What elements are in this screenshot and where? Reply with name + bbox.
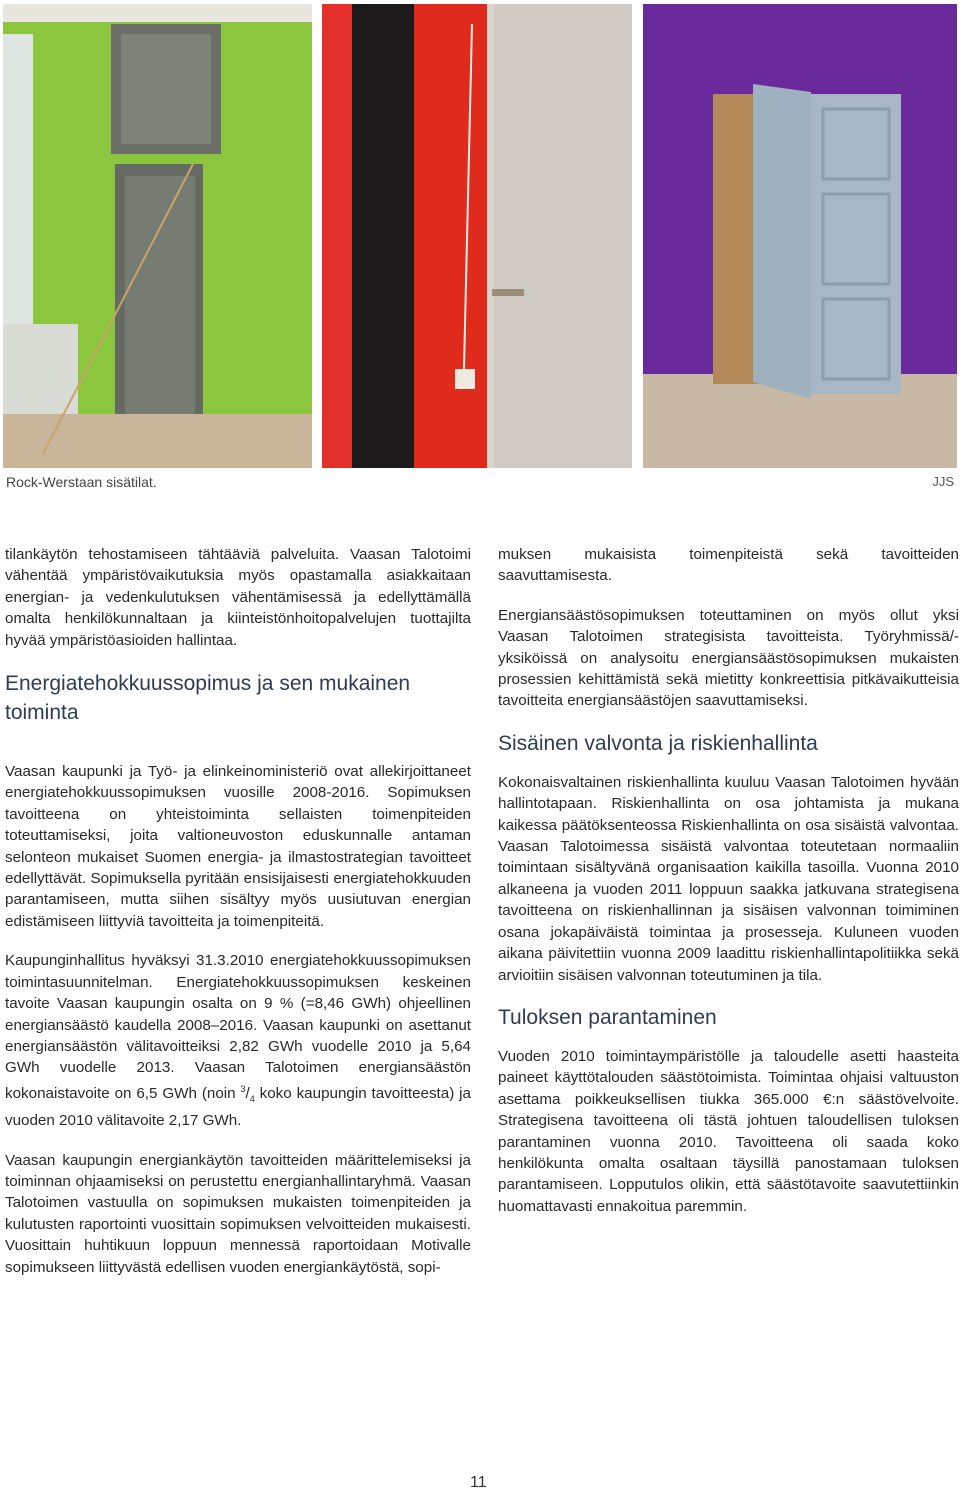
paragraph: Vaasan kaupunki ja Työ- ja elinkeinoministeriö ovat allekirjoittaneet energiatehokkuussopimuksen vuosille 2008-2016. Sopimuksen tavoitteena on yhteistoiminta sellaisten toimenpiteiden toteuttamiseksi, joita valtioneuvoston eduskunnalle antaman selonteon mukaiset Suomen energia- ja ilmastostrategian tavoitteet edellyttävät. Sopimuksella pyritään ensisijaisesti energiatehokkuuden parantamiseen, mutta siihen sisältyy myös uusiutuvan energian edistämiseen liittyviä tavoitteita ja toimenpiteitä. bbox=[5, 763, 471, 930]
right-column bbox=[498, 544, 959, 1235]
paragraph: Kokonaisvaltainen riskienhallinta kuuluu Vaasan Talotoimen hyvään hallintotapaan. Riskienhallinta on osa johtamista ja mukana kaikessa päätöksenteossa Riskienhallinta on osa sisäistä valvontaa. Vaasan Talotoimessa sisäistä valvontaa toteutetaan normaaliin toimintaan sisältyvänä organisaation kaikilla tasoilla. Vuonna 2010 alkaneena ja vuoden 2011 loppuun saakka jatkuvana strategisena tavoitteena on riskienhallinnan ja sisäisen valvonnan toimiminen osana jokapäiväistä toimintaa ja prosesseja. Kuluneen vuoden aikana päivitettiin vuonna 2009 laadittu riskienhallintapolitiikka sekä arvioitiin sisäisen valvonnan toteutuminen ja tila. bbox=[498, 773, 959, 984]
photo-red-wall-room bbox=[322, 4, 632, 468]
paragraph-goals bbox=[5, 950, 471, 1131]
paragraph-text: koko kaupungin tavoitteesta) ja vuoden 2010 välitavoite 2,17 GWh. bbox=[5, 1084, 471, 1130]
fraction-denominator: 4 bbox=[249, 1093, 255, 1104]
photo-credit: JJS bbox=[932, 474, 954, 489]
photo-caption: Rock-Werstaan sisätilat. bbox=[6, 474, 157, 490]
left-column bbox=[5, 544, 471, 1296]
paragraph: Energiansäästösopimuksen toteuttaminen on myös ollut yksi Vaasan Talotoimen strategisista tavoitteista. Työryhmissä/-yksiköissä on analysoitu energiansäästösopimuksen mukaisten prosessien kehittämistä sekä mietitty konkreettisia pitkävaikutteisia tavoitteita energiansäästöjen saavuttamiseksi. bbox=[498, 606, 959, 710]
section-heading-result-improvement: Tuloksen parantaminen bbox=[498, 1005, 717, 1029]
section-heading-internal-control: Sisäinen valvonta ja riskienhallinta bbox=[498, 731, 818, 755]
paragraph-text: Kaupunginhallitus hyväksyi 31.3.2010 energiatehokkuussopimuksen toimintasuunnitelman. Energiatehokkuussopimuksen keskeinen tavoite Vaasan kaupungin osalta on 9 % (=8,46 GWh) ohjeellinen energiansäästö kaudella 2008–2016. Vaasan kaupunki on asettanut energiansäästön välitavoitteiksi 2,82 GWh vuodelle 2010 ja 5,64 GWh vuodelle 2013. Vaasan Talotoimen energiansäästön kokonaistavoite on 6,5 GWh (noin bbox=[5, 952, 471, 1102]
paragraph: tilankäytön tehostamiseen tähtääviä palveluita. Vaasan Talotoimi vähentää ympäristövaikutuksia myös opastamalla asiakkaitaan energian- ja vedenkulutuksen vähentämisessä ja edellyttämällä omalta henkilökunnaltaan ja kiinteistönhoitopalvelujen tuottajilta hyvää ympäristöasioiden hallintaa. bbox=[5, 546, 471, 649]
paragraph: muksen mukaisista toimenpiteistä sekä tavoitteiden saavuttamisesta. bbox=[498, 546, 959, 585]
page-number: 11 bbox=[470, 1474, 487, 1491]
fraction-slash: / bbox=[245, 1084, 250, 1102]
paragraph: Vaasan kaupungin energiankäytön tavoitteiden määrittelemiseksi ja toiminnan ohjaamiseksi on perustettu energianhallintaryhmä. Vaasan Talotoimen vastuulla on sopimuksen mukaisten toimenpiteiden ja kulutusten raportointi vuosittain sopimuksen velvoitteiden mukaisesti. Vuosittain huhtikuun loppuun mennessä raportoidaan Motivalle sopimukseen liittyvästä edellisen vuoden energiankäytöstä, sopi- bbox=[5, 1151, 471, 1276]
section-heading-energy-agreement: Energiatehokkuussopimus ja sen mukainen toiminta bbox=[5, 672, 411, 725]
photo-purple-room bbox=[643, 4, 957, 468]
fraction-numerator: 3 bbox=[240, 1083, 246, 1094]
paragraph: Vuoden 2010 toimintaympäristölle ja taloudelle asetti haasteita paineet käyttötalouden säästötoimista. Toimintaa ohjaisi valtuuston asettama poikkeuksellisen tiukka 365.000 €:n säästövelvoite. Strategisena tavoitteena oli tästä johtuen taloudellisen tuloksen parantaminen vuonna 2010. Tavoitteena oli saada koko henkilökunta omalta osaltaan täysillä panostamaan tuloksen parantamiseen. Lopputulos olikin, että säästötavoite saavutettiinkin huomattavasti ennakoitua paremmin. bbox=[498, 1047, 959, 1215]
photo-green-room bbox=[3, 4, 312, 468]
